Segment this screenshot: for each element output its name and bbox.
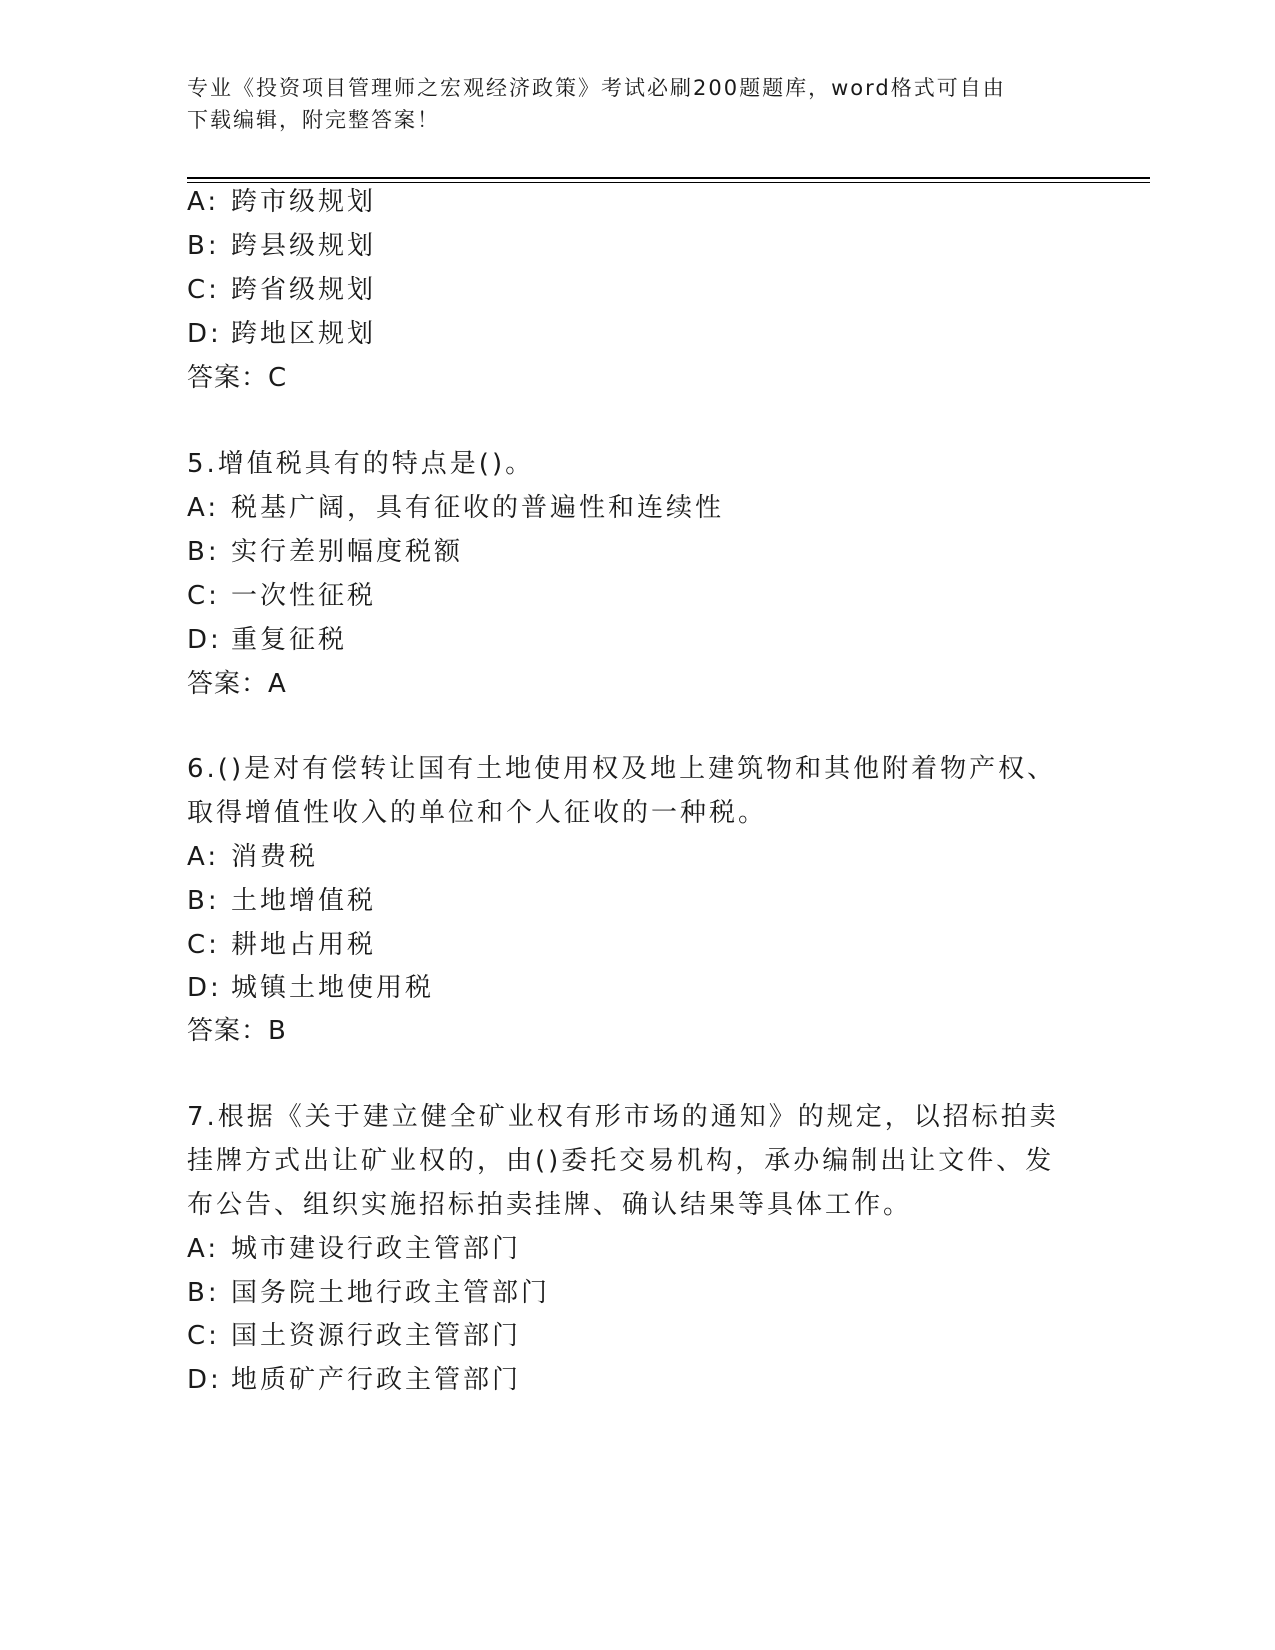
- q6-option-d: D: 城镇土地使用税: [187, 973, 435, 1003]
- q7-option-d: D: 地质矿产行政主管部门: [187, 1365, 522, 1395]
- q6-option-a: A: 消费税: [187, 842, 319, 872]
- q6-stem-line-2: 取得增值性收入的单位和个人征收的一种税。: [187, 798, 768, 828]
- q7-stem-line-2: 挂牌方式出让矿业权的，由()委托交易机构，承办编制出让文件、发: [187, 1146, 1055, 1176]
- q5-option-a: A: 税基广阔，具有征收的普遍性和连续性: [187, 493, 725, 523]
- q5-option-c: C: 一次性征税: [187, 581, 377, 611]
- q5-stem: 5.增值税具有的特点是()。: [187, 449, 535, 479]
- q7-option-a: A: 城市建设行政主管部门: [187, 1234, 522, 1264]
- q5-option-b: B: 实行差别幅度税额: [187, 537, 464, 567]
- q6-option-b: B: 土地增值税: [187, 886, 377, 916]
- q4-option-a: A: 跨市级规划: [187, 187, 377, 217]
- q6-stem-line-1: 6.()是对有偿转让国有土地使用权及地上建筑物和其他附着物产权、: [187, 754, 1057, 784]
- q4-option-b: B: 跨县级规划: [187, 231, 377, 261]
- document-header: [187, 72, 1087, 136]
- q7-stem-line-1: 7.根据《关于建立健全矿业权有形市场的通知》的规定，以招标拍卖: [187, 1102, 1059, 1132]
- header-line-1: 专业《投资项目管理师之宏观经济政策》考试必刷200题题库，word格式可自由: [187, 76, 1006, 100]
- header-line-2: 下载编辑，附完整答案！: [187, 108, 440, 132]
- q6-answer: 答案：B: [187, 1016, 287, 1046]
- q4-answer: 答案：C: [187, 363, 288, 393]
- q4-option-c: C: 跨省级规划: [187, 275, 377, 305]
- q7-option-b: B: 国务院土地行政主管部门: [187, 1278, 551, 1308]
- q5-answer: 答案：A: [187, 669, 287, 699]
- q6-option-c: C: 耕地占用税: [187, 930, 377, 960]
- q5-option-d: D: 重复征税: [187, 625, 348, 655]
- q4-option-d: D: 跨地区规划: [187, 319, 377, 349]
- q7-stem-line-3: 布公告、组织实施招标拍卖挂牌、确认结果等具体工作。: [187, 1190, 913, 1220]
- q7-option-c: C: 国土资源行政主管部门: [187, 1321, 522, 1351]
